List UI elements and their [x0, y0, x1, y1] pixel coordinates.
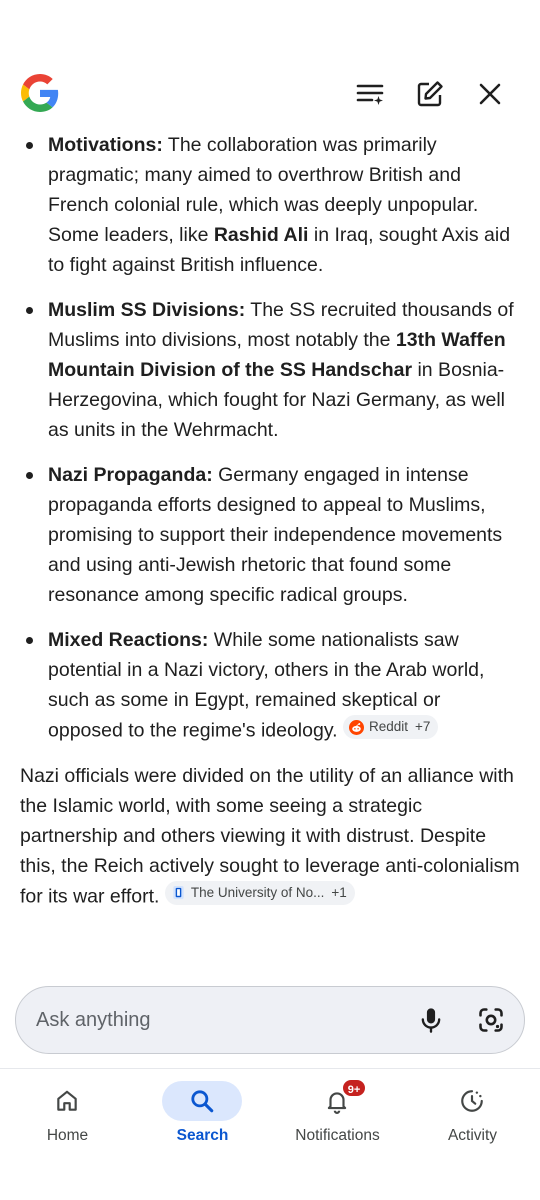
list-item — [20, 625, 520, 746]
nav-home-pill — [27, 1081, 107, 1121]
source-chip-reddit[interactable] — [343, 715, 438, 739]
bullet-emphasis: Rashid Ali — [213, 224, 309, 246]
bullet-text: The SS recruited thousands of Muslims into divisions, most notably the — [48, 299, 514, 351]
chip-source-label: The University of No... — [190, 884, 325, 900]
top-bar — [0, 72, 540, 116]
nav-label: Search — [176, 1127, 229, 1144]
bullet-title: Muslim SS Divisions: — [48, 299, 246, 321]
nav-label: Notifications — [295, 1127, 380, 1144]
nav-search-pill — [162, 1081, 242, 1121]
activity-icon — [459, 1088, 485, 1114]
nav-search[interactable] — [135, 1075, 270, 1155]
reddit-icon — [349, 720, 364, 735]
google-g-icon — [21, 74, 59, 112]
mic-icon — [417, 1006, 445, 1034]
nav-label: Home — [46, 1127, 89, 1144]
nav-home[interactable] — [0, 1075, 135, 1155]
bullet-title: Mixed Reactions: — [48, 629, 209, 651]
answer-content — [20, 130, 520, 911]
home-icon — [54, 1088, 80, 1114]
close-button[interactable] — [472, 76, 508, 112]
sparkle-list-button[interactable] — [352, 76, 388, 112]
lens-search-button[interactable] — [474, 1003, 508, 1037]
list-item — [20, 460, 520, 610]
bottom-navigation — [0, 1068, 540, 1200]
nav-label: Activity — [447, 1127, 498, 1144]
source-chip-university[interactable] — [165, 881, 355, 905]
bullet-emphasis: 13th Waffen Mountain Division of the SS Handschar — [48, 329, 506, 381]
edit-icon — [415, 79, 445, 109]
bullet-list — [20, 130, 520, 746]
nav-notifications[interactable] — [270, 1075, 405, 1155]
nav-activity-pill — [432, 1081, 512, 1121]
bullet-text: Germany engaged in intense propaganda efforts designed to appeal to Muslims, promising to support their independence movements and using anti-Jewish rhetoric that found some resonance among specific radical groups. — [48, 464, 503, 606]
chip-count: +7 — [415, 719, 431, 734]
list-item — [20, 295, 520, 445]
bullet-text: While some nationalists saw potential in a Nazi victory, others in the Arab world, such as some in Egypt, remained skeptical or opposed to the regime's ideology. — [48, 629, 485, 742]
search-icon — [189, 1088, 215, 1114]
list-item — [20, 130, 520, 280]
lens-camera-icon — [477, 1006, 505, 1034]
bullet-text: in Bosnia-Herzegovina, which fought for Nazi Germany, as well as units in the Wehrmacht. — [48, 359, 506, 441]
bullet-text: in Iraq, sought Axis aid to fight against British influence. — [48, 224, 511, 276]
new-chat-button[interactable] — [412, 76, 448, 112]
summary-paragraph — [20, 761, 520, 912]
paragraph-text: Nazi officials were divided on the utility of an alliance with the Islamic world, with some seeing a strategic partnership and others viewing it with distrust. Despite this, the Reich actively sought to leverage anti-colonialism for its war effort. — [20, 764, 520, 907]
sparkle-list-icon — [355, 79, 385, 109]
nav-activity[interactable] — [405, 1075, 540, 1155]
university-icon — [171, 885, 186, 900]
close-icon — [475, 79, 505, 109]
chip-count: +1 — [331, 884, 347, 900]
bullet-text: The collaboration was primarily pragmatic; many aimed to overthrow British and French colonial rule, which was deeply unpopular. Some leaders, like — [48, 134, 479, 246]
bullet-title: Motivations: — [48, 134, 163, 156]
voice-search-button[interactable] — [414, 1003, 448, 1037]
chip-source-label: Reddit — [368, 719, 408, 734]
bullet-title: Nazi Propaganda: — [48, 464, 213, 486]
ask-input[interactable] — [36, 987, 396, 1053]
notification-badge: 9+ — [341, 1078, 367, 1098]
ask-bar — [15, 986, 525, 1054]
